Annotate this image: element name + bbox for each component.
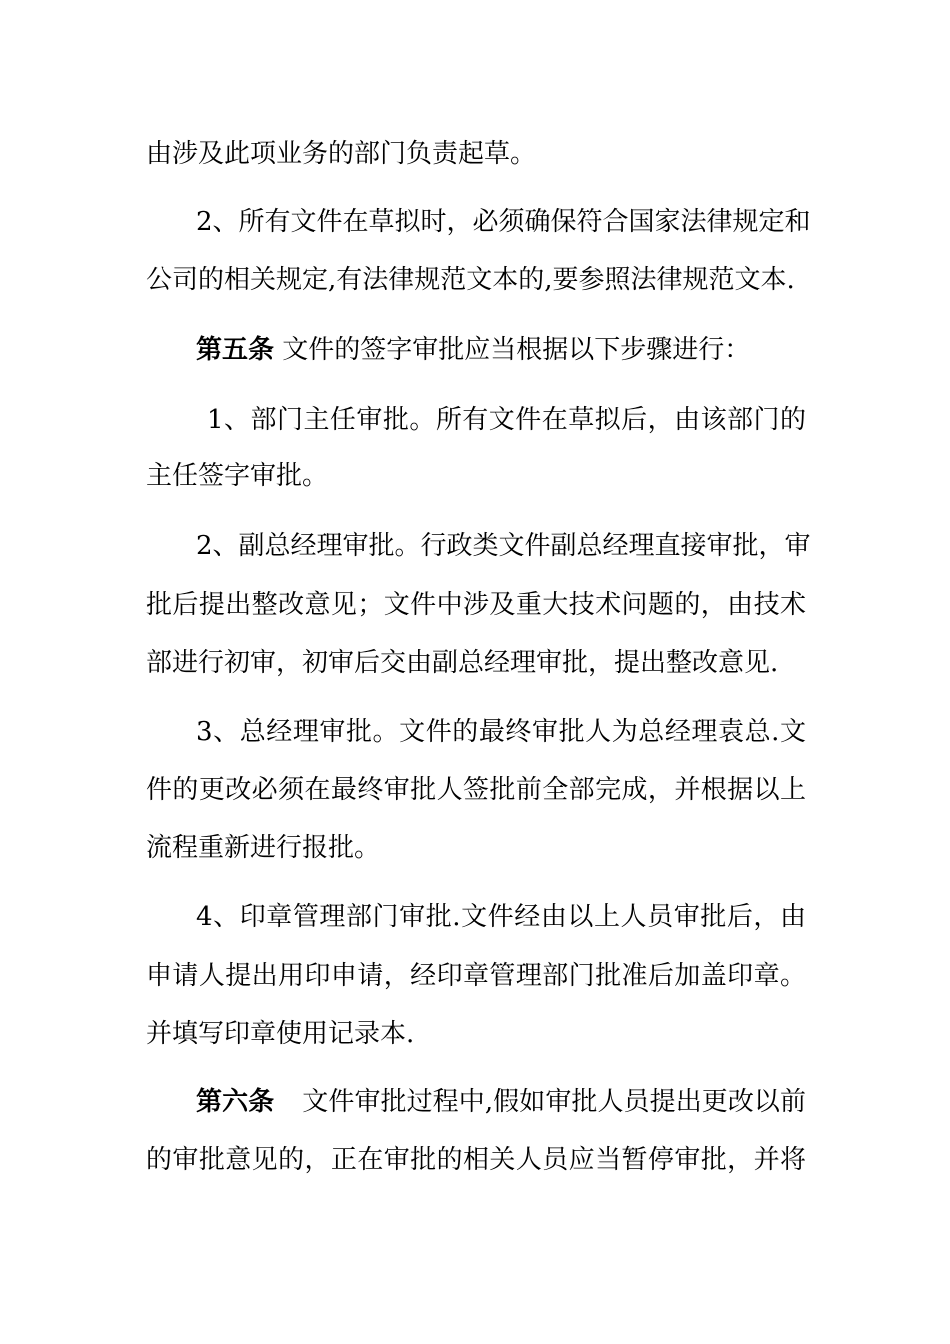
article-5-heading (196, 334, 806, 366)
text-line: 批后提出整改意见；文件中涉及重大技术问题的，由技术 (146, 590, 806, 620)
text-line: 2、副总经理审批。行政类文件副总经理直接审批，审 (196, 531, 811, 561)
text-line: 件的更改必须在最终审批人签批前全部完成，并根据以上 (146, 775, 806, 805)
text-line: 申请人提出用印申请，经印章管理部门批准后加盖印章。 (146, 961, 806, 991)
article-6-heading (196, 1086, 806, 1118)
text-line: 主任签字审批。 (146, 461, 329, 491)
text-line: 并填写印章使用记录本. (146, 1019, 415, 1049)
text-line: 4、印章管理部门审批.文件经由以上人员审批后，由 (196, 902, 806, 932)
article-6-text: 文件审批过程中,假如审批人员提出更改以前 (302, 1087, 806, 1117)
text-line: 部进行初审，初审后交由副总经理审批，提出整改意见. (146, 648, 779, 678)
article-5-label: 第五条 (196, 335, 275, 365)
text-line: 2、所有文件在草拟时，必须确保符合国家法律规定和 (196, 207, 811, 237)
text-line: 1、部门主任审批。所有文件在草拟后，由该部门的 (207, 405, 806, 435)
text-line: 由涉及此项业务的部门负责起草。 (146, 139, 537, 169)
text-line: 公司的相关规定,有法律规范文本的,要参照法律规范文本. (146, 265, 795, 295)
text-line: 的审批意见的，正在审批的相关人员应当暂停审批，并将 (146, 1145, 806, 1175)
text-line: 流程重新进行报批。 (146, 833, 381, 863)
text-line: 3、总经理审批。文件的最终审批人为总经理袁总.文 (196, 717, 806, 747)
article-5-text: 文件的签字审批应当根据以下步骤进行： (282, 335, 751, 365)
article-6-label: 第六条 (196, 1087, 275, 1117)
